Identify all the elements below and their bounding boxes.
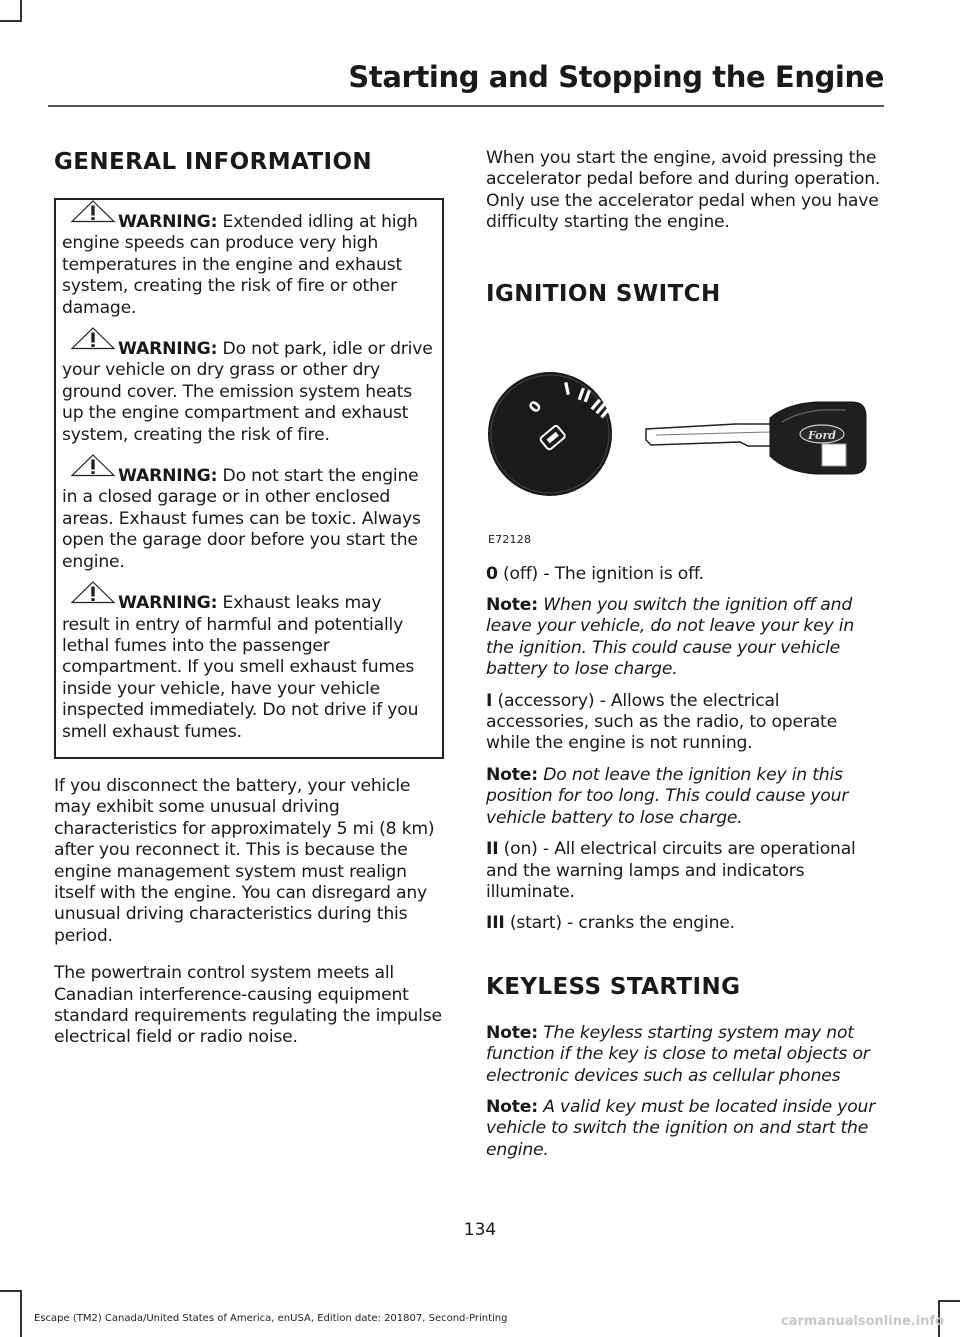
keyless-starting-heading: KEYLESS STARTING	[486, 973, 741, 1000]
warning-triangle-icon	[70, 326, 116, 350]
position-key: II	[486, 839, 499, 860]
header-rule	[48, 105, 884, 107]
warning-triangle-icon	[70, 453, 116, 477]
warning-item	[62, 466, 434, 573]
position-text: (accessory) - Allows the electrical accessories, such as the radio, to operate while the engine is not running.	[486, 690, 837, 754]
intro-paragraph: When you start the engine, avoid pressing the accelerator pedal before and during operation. Only use the accelerator pedal when you have difficulty starting the engine.	[486, 148, 881, 233]
right-column	[486, 148, 884, 1161]
note-label: Note:	[486, 1022, 538, 1043]
figure-label: E72128	[488, 532, 532, 546]
warning-text: Exhaust leaks may result in entry of harmful and potentially lethal fumes into the passenger compartment. If you smell exhaust fumes inside your vehicle, have your vehicle inspected immediately. Do not drive if you smell exhaust fumes.	[62, 593, 419, 742]
ignition-mark-3: III	[586, 395, 614, 423]
crop-mark	[0, 1290, 22, 1292]
ignition-mark-2: II	[574, 384, 594, 408]
warning-box	[54, 198, 444, 759]
warning-text: Do not start the engine in a closed garage or in other enclosed areas. Exhaust fumes can be toxic. Always open the garage door before you start the engine.	[62, 466, 421, 572]
note-label: Note:	[486, 1096, 538, 1117]
warning-item	[62, 212, 434, 319]
position-text: (off) - The ignition is off.	[497, 563, 704, 584]
note-paragraph	[486, 765, 884, 829]
warning-triangle-icon	[70, 580, 116, 604]
warning-text: Extended idling at high engine speeds can produce very high temperatures in the engine and exhaust system, creating the risk of fire or other damage.	[62, 212, 418, 318]
ignition-key-illustration	[486, 346, 886, 526]
note-text: The keyless starting system may not function if the key is close to metal objects or electronic devices such as cellular phones	[486, 1022, 870, 1086]
warning-text: Do not park, idle or drive your vehicle on dry grass or other dry ground cover. The emission system heats up the engine compartment and exhaust system, creating the risk of fire.	[62, 339, 433, 445]
ignition-mark-0: 0	[524, 396, 546, 417]
watermark: carmanualsonline.info	[780, 1314, 944, 1329]
crop-mark	[0, 20, 22, 22]
crop-mark	[20, 0, 22, 22]
warning-label: WARNING:	[118, 212, 218, 232]
warning-item	[62, 593, 434, 743]
note-paragraph	[486, 1023, 884, 1087]
page-title: Starting and Stopping the Engine	[348, 60, 884, 94]
footer-text: Escape (TM2) Canada/United States of America, enUSA, Edition date: 201807, Second-Printing	[34, 1313, 508, 1324]
left-column	[54, 148, 446, 1049]
position-3-paragraph	[486, 913, 884, 934]
general-information-heading: GENERAL INFORMATION	[54, 149, 373, 175]
position-text: (on) - All electrical circuits are operational and the warning lamps and indicators illuminate.	[486, 839, 856, 902]
battery-paragraph: If you disconnect the battery, your vehicle may exhibit some unusual driving characteristics for approximately 5 mi (8 km) after you reconnect it. This is because the engine management system must realign itself with the engine. You can disregard any unusual driving characteristics during this period.	[54, 775, 435, 946]
warning-item	[62, 339, 434, 446]
warning-label: WARNING:	[118, 593, 218, 614]
position-text: (start) - cranks the engine.	[504, 913, 735, 934]
crop-mark	[938, 1300, 960, 1302]
warning-label: WARNING:	[118, 466, 218, 487]
ignition-figure	[486, 346, 886, 546]
position-0-paragraph	[486, 564, 884, 585]
note-text: A valid key must be located inside your vehicle to switch the ignition on and start the engine.	[486, 1096, 876, 1160]
note-text: Do not leave the ignition key in this position for too long. This could cause your vehicle battery to lose charge.	[486, 764, 849, 828]
note-paragraph	[486, 595, 884, 681]
warning-label: WARNING:	[118, 339, 218, 360]
crop-mark	[20, 1290, 22, 1337]
note-label: Note:	[486, 595, 538, 616]
note-text: When you switch the ignition off and leave your vehicle, do not leave your key in the ignition. This could cause your vehicle battery to lose charge.	[486, 595, 855, 680]
ignition-mark-1: I	[562, 378, 573, 400]
position-key: 0	[486, 563, 498, 584]
ford-logo-text: Ford	[807, 428, 837, 442]
powertrain-paragraph: The powertrain control system meets all Canadian interference-causing equipment standard requirements regulating the impulse electrical field or radio noise.	[54, 963, 442, 1048]
note-label: Note:	[486, 764, 538, 785]
warning-triangle-icon	[70, 199, 116, 223]
ignition-switch-heading: IGNITION SWITCH	[486, 280, 721, 307]
position-key: I	[486, 690, 493, 711]
position-key: III	[486, 913, 505, 934]
position-2-paragraph	[486, 839, 884, 903]
position-1-paragraph	[486, 691, 884, 755]
note-paragraph	[486, 1097, 884, 1161]
page-number: 134	[463, 1220, 497, 1240]
